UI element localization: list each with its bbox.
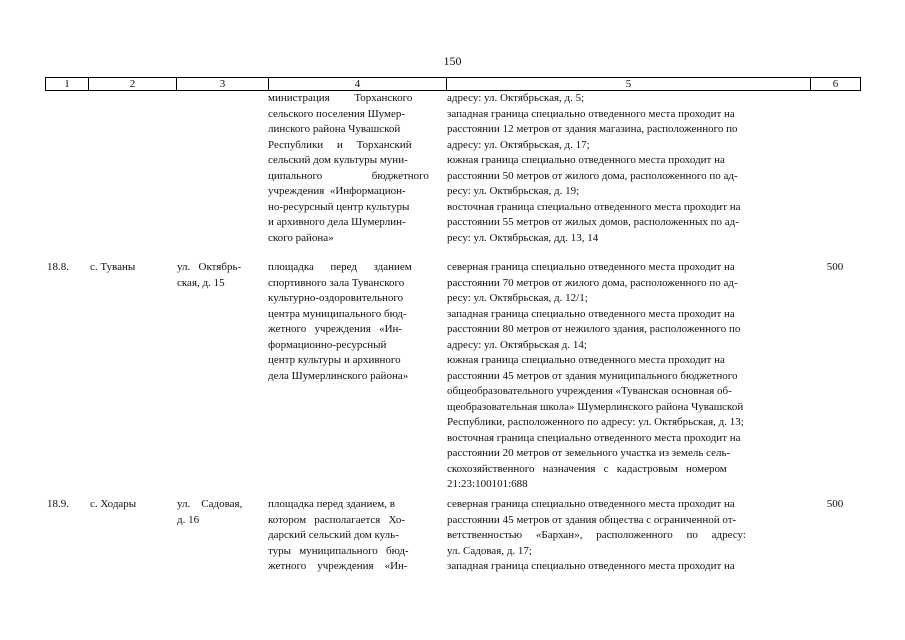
text-line: расстоянии 20 метров от земельного участка из земель сель- bbox=[447, 447, 731, 459]
header-col-4: 4 bbox=[268, 78, 446, 90]
text-line: ресу: ул. Октябрьская, дд. 13, 14 bbox=[447, 231, 599, 244]
text-line: туры муниципального бюд- bbox=[268, 544, 409, 557]
text-line: адресу: ул. Октябрьская, д. 5; bbox=[447, 92, 585, 104]
text-line: учреждения «Информацион- bbox=[268, 185, 406, 197]
row-18-9-place bbox=[268, 497, 438, 575]
text-line: и архивного дела Шумерлин- bbox=[268, 216, 406, 228]
text-line: министрация Торханского bbox=[268, 92, 413, 104]
text-line: расстоянии 45 метров от здания муниципального бюджетного bbox=[447, 369, 738, 382]
text-line: котором располагается Хо- bbox=[268, 513, 406, 526]
text-line: северная граница специально отведенного места проходит на bbox=[447, 261, 735, 273]
row-18-9-borders bbox=[447, 497, 801, 575]
text-line: линского района Чувашской bbox=[268, 123, 401, 135]
row-18-8-borders bbox=[447, 260, 801, 493]
table-header bbox=[45, 77, 861, 91]
text-line: ского района» bbox=[268, 231, 334, 244]
text-line: д. 16 bbox=[177, 513, 200, 526]
header-col-6: 6 bbox=[810, 78, 861, 90]
text-line: сельского поселения Шумер- bbox=[268, 107, 406, 120]
row-18-8-value: 500 bbox=[826, 261, 844, 273]
row-18-8-settlement: с. Туваны bbox=[90, 261, 136, 273]
text-line: скохозяйственного назначения с кадастровым номером bbox=[447, 462, 727, 475]
row-18-9-address bbox=[177, 497, 260, 528]
row-18-8-number: 18.8. bbox=[47, 261, 69, 273]
text-line: южная граница специально отведенного места проходит на bbox=[447, 154, 725, 166]
text-line: восточная граница специально отведенного места проходит на bbox=[447, 200, 741, 213]
row-18-8-place bbox=[268, 260, 438, 384]
header-col-5: 5 bbox=[446, 78, 810, 90]
text-line: культурно-оздоровительного bbox=[268, 292, 404, 304]
header-col-1: 1 bbox=[45, 78, 88, 90]
text-line: 21:23:100101:688 bbox=[447, 478, 528, 490]
text-line: жетного учреждения «Ин- bbox=[268, 323, 403, 335]
text-line: щеобразовательная школа» Шумерлинского района Чувашской bbox=[447, 400, 744, 413]
text-line: дарский сельский дом куль- bbox=[268, 529, 399, 541]
text-line: ресу: ул. Октябрьская, д. 19; bbox=[447, 185, 580, 197]
text-line: расстоянии 12 метров от здания магазина, расположенного по bbox=[447, 123, 738, 135]
continuation-borders bbox=[447, 91, 801, 246]
text-line: площадка перед зданием bbox=[268, 261, 412, 273]
text-line: центра муниципального бюд- bbox=[268, 307, 407, 320]
text-line: расстоянии 45 метров от здания общества с ограниченной от- bbox=[447, 513, 737, 526]
text-line: северная граница специально отведенного места проходит на bbox=[447, 498, 735, 510]
text-line: расстоянии 80 метров от нежилого здания, расположенного по bbox=[447, 323, 741, 335]
text-line: ул. Садовая, bbox=[177, 498, 243, 510]
text-line: южная граница специально отведенного места проходит на bbox=[447, 354, 725, 366]
text-line: восточная граница специально отведенного места проходит на bbox=[447, 431, 741, 444]
row-18-9-value: 500 bbox=[826, 498, 844, 510]
continuation-place bbox=[268, 91, 438, 246]
text-line: расстоянии 70 метров от жилого дома, расположенного по ад- bbox=[447, 276, 738, 289]
row-18-9-number: 18.9. bbox=[47, 498, 69, 510]
text-line: жетного учреждения «Ин- bbox=[268, 560, 408, 572]
text-line: сельский дом культуры муни- bbox=[268, 154, 408, 166]
header-col-2: 2 bbox=[88, 78, 176, 90]
header-col-3: 3 bbox=[176, 78, 268, 90]
page-number: 150 bbox=[443, 54, 462, 68]
text-line: площадка перед зданием, в bbox=[268, 498, 395, 510]
text-line: ул. Садовая, д. 17; bbox=[447, 544, 532, 557]
text-line: формационно-ресурсный bbox=[268, 338, 387, 351]
text-line: Республики, расположенного по адресу: ул. Октябрьская, д. 13; bbox=[447, 416, 744, 428]
text-line: ресу: ул. Октябрьская, д. 12/1; bbox=[447, 292, 588, 304]
text-line: адресу: ул. Октябрьская, д. 17; bbox=[447, 138, 590, 151]
text-line: ская, д. 15 bbox=[177, 276, 225, 289]
text-line: Республики и Торханский bbox=[268, 138, 412, 151]
text-line: ул. Октябрь- bbox=[177, 261, 242, 273]
text-line: расстоянии 50 метров от жилого дома, расположенного по ад- bbox=[447, 169, 738, 182]
row-18-8-address bbox=[177, 260, 260, 291]
text-line: но-ресурсный центр культуры bbox=[268, 200, 410, 213]
text-line: ципального бюджетного bbox=[268, 169, 429, 182]
row-18-9-settlement: с. Ходары bbox=[90, 498, 137, 510]
text-line: общеобразовательного учреждения «Туванская основная об- bbox=[447, 385, 732, 397]
text-line: расстоянии 55 метров от жилых домов, расположенных по ад- bbox=[447, 216, 739, 228]
text-line: центр культуры и архивного bbox=[268, 354, 401, 366]
text-line: адресу: ул. Октябрьская д. 14; bbox=[447, 338, 587, 351]
text-line: западная граница специально отведенного места проходит на bbox=[447, 307, 735, 320]
text-line: западная граница специально отведенного места проходит на bbox=[447, 560, 735, 572]
text-line: западная граница специально отведенного места проходит на bbox=[447, 107, 735, 120]
text-line: дела Шумерлинского района» bbox=[268, 369, 409, 382]
text-line: ветственностью «Бархан», расположенного по адресу: bbox=[447, 529, 746, 541]
text-line: спортивного зала Туванского bbox=[268, 276, 405, 289]
